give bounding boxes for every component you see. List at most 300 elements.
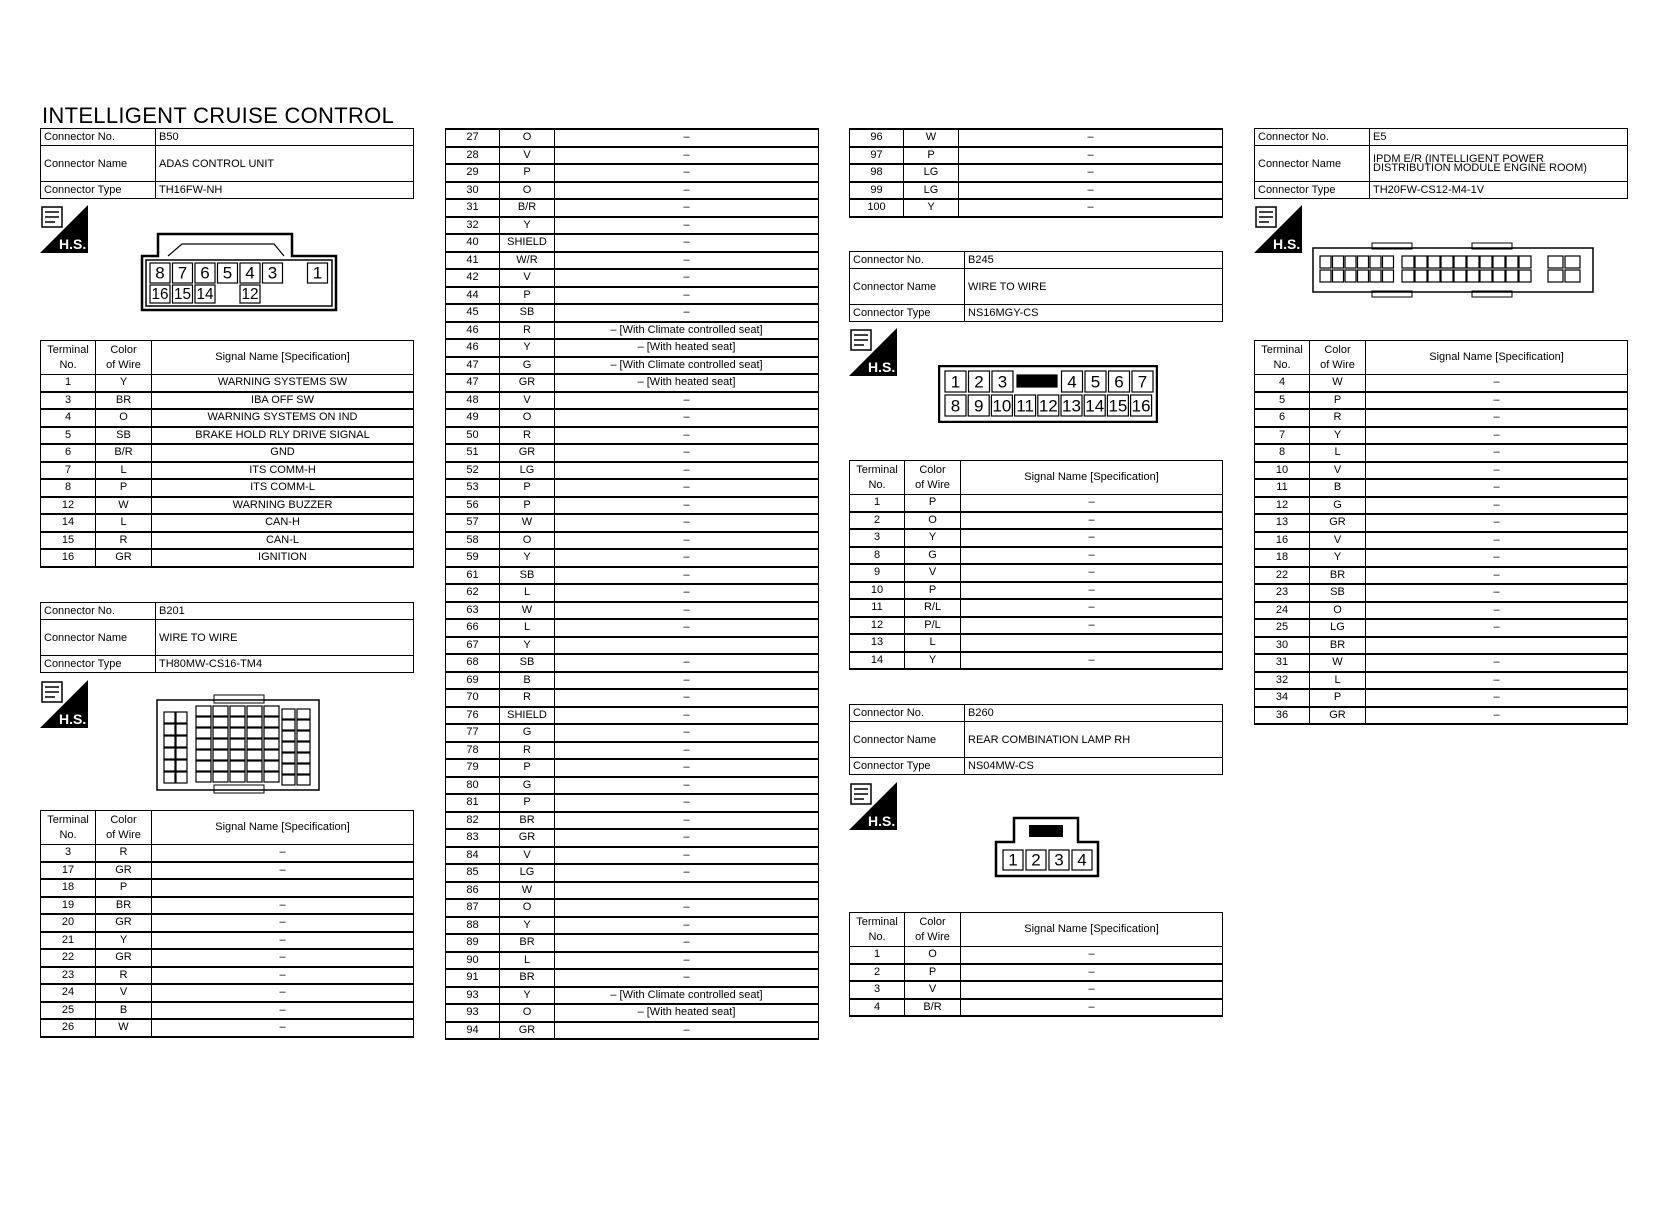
signal-name-cell: – (555, 287, 819, 305)
wire-color-cell: GR (500, 374, 555, 392)
table-row (41, 462, 414, 480)
signal-name-cell: GND (152, 444, 414, 462)
connector-pin (264, 739, 279, 749)
signal-name-cell: – (1366, 584, 1628, 602)
signal-name-cell: – (959, 147, 1223, 165)
connector-pin (1467, 270, 1479, 282)
signal-name-cell (152, 879, 414, 897)
terminal-no-cell: 10 (1255, 462, 1310, 480)
terminal-no-cell: 31 (446, 199, 500, 217)
table-row (850, 981, 1223, 999)
connector-pin (196, 772, 211, 782)
terminal-no-cell: 4 (850, 999, 905, 1017)
connector-e5-info (1254, 128, 1628, 199)
connector-pin (230, 772, 245, 782)
terminal-no-cell: 34 (1255, 689, 1310, 707)
terminal-no-cell: 25 (1255, 619, 1310, 637)
signal-name-cell: – (555, 1022, 819, 1040)
table-row (1255, 654, 1628, 672)
connector-pin-label: 15 (1108, 396, 1128, 416)
table-row (446, 742, 819, 760)
wire-color-cell: B (500, 672, 555, 690)
wire-color-cell: GR (96, 549, 152, 567)
signal-name-cell: – (555, 497, 819, 515)
connector-pin (297, 764, 310, 774)
connector-pin (247, 761, 262, 771)
wire-color-cell: W (904, 129, 959, 147)
signal-name-cell: – (555, 794, 819, 812)
connector-pin-label: 9 (973, 396, 984, 416)
signal-name-cell: – (555, 567, 819, 585)
terminal-no-cell: 100 (850, 199, 904, 217)
signal-name-cell: – [With heated seat] (555, 339, 819, 357)
signal-name-cell: – (1366, 392, 1628, 410)
connector-pin-label: 6 (200, 263, 210, 283)
hs-label: H.S. (59, 236, 87, 252)
signal-name-cell: – [With Climate controlled seat] (555, 357, 819, 375)
terminal-no-cell: 81 (446, 794, 500, 812)
table-row (446, 532, 819, 550)
connector-pin (176, 772, 187, 783)
connector-pin (1383, 270, 1394, 282)
connector-pin-label: 16 (151, 286, 169, 304)
connector-pin (1383, 256, 1394, 268)
wire-color-cell: V (905, 981, 961, 999)
connector-pin (247, 717, 262, 727)
signal-name-cell: – (555, 654, 819, 672)
table-row (41, 862, 414, 880)
table-row (1255, 532, 1628, 550)
terminal-no-cell: 36 (1255, 707, 1310, 725)
wire-color-cell: B/R (500, 199, 555, 217)
connector-pin-label: 12 (241, 286, 259, 304)
signal-name-cell: – (555, 899, 819, 917)
signal-name-cell: – (1366, 532, 1628, 550)
terminal-no-cell: 22 (41, 949, 96, 967)
wire-color-cell: LG (904, 164, 959, 182)
table-row (850, 999, 1223, 1017)
connector-pin (164, 712, 175, 723)
signal-name-cell: – (555, 847, 819, 865)
connector-no-value: B260 (965, 705, 1223, 722)
signal-name-cell: ITS COMM-H (152, 462, 414, 480)
table-row (446, 269, 819, 287)
connector-b50-terminal-panel (40, 340, 414, 568)
connector-pin (297, 731, 310, 741)
table-row (446, 199, 819, 217)
wire-color-cell: SHIELD (500, 234, 555, 252)
svg-text:H.S.: H.S. (59, 711, 87, 727)
terminal-no-cell: 91 (446, 969, 500, 987)
connector-pin-label: 2 (974, 372, 984, 392)
wire-color-cell: SB (500, 654, 555, 672)
connector-no-label: Connector No. (850, 705, 965, 722)
table-row (1255, 409, 1628, 427)
connector-pin (1320, 270, 1331, 282)
signal-name-cell: – (555, 164, 819, 182)
terminal-no-cell: 76 (446, 707, 500, 725)
wire-color-cell: SB (500, 567, 555, 585)
connector-pin (213, 706, 228, 716)
wire-color-cell: Y (500, 339, 555, 357)
table-row (1255, 375, 1628, 392)
wire-color-cell: Y (1310, 427, 1366, 445)
wire-color-cell: V (96, 984, 152, 1002)
terminal-no-cell: 8 (1255, 444, 1310, 462)
terminal-no-cell: 46 (446, 339, 500, 357)
table-row (446, 444, 819, 462)
signal-name-cell: – (555, 462, 819, 480)
table-row (446, 934, 819, 952)
signal-name-cell: – (555, 584, 819, 602)
connector-type-label: Connector Type (41, 182, 156, 199)
connector-pin-label: 1 (1008, 850, 1018, 870)
connector-pin (1415, 256, 1427, 268)
terminal-no-cell: 28 (446, 147, 500, 165)
wire-color-cell: R (500, 322, 555, 340)
wire-color-cell: BR (96, 897, 152, 915)
wire-color-cell: BR (1310, 637, 1366, 655)
signal-name-cell (555, 637, 819, 655)
connector-pin (282, 742, 295, 752)
table-row (446, 899, 819, 917)
signal-name-cell: – (961, 495, 1223, 512)
wire-color-cell: V (1310, 532, 1366, 550)
wire-color-cell: B (96, 1002, 152, 1020)
signal-name-cell: IGNITION (152, 549, 414, 567)
signal-name-cell (1366, 637, 1628, 655)
signal-name-cell: – (555, 812, 819, 830)
col-terminal-header: Terminal No. (850, 461, 905, 495)
col-signal-header: Signal Name [Specification] (961, 461, 1223, 495)
connector-name-value: WIRE TO WIRE (965, 269, 1223, 305)
terminal-no-cell: 52 (446, 462, 500, 480)
connector-b245-terminal-table (849, 460, 1223, 670)
table-row (1255, 549, 1628, 567)
connector-b245-panel (849, 251, 1223, 322)
wire-color-cell: V (905, 564, 961, 582)
terminal-no-cell: 48 (446, 392, 500, 410)
signal-name-cell: – (555, 934, 819, 952)
connector-e5-panel (1254, 128, 1628, 199)
table-row (446, 304, 819, 322)
connector-b50-terminal-table (40, 340, 414, 568)
terminal-no-cell: 24 (1255, 602, 1310, 620)
harness-side-icon (1254, 205, 1302, 253)
connector-type-value: TH80MW-CS16-TM4 (156, 656, 414, 673)
connector-no-label: Connector No. (850, 252, 965, 269)
connector-pin-label: 8 (155, 263, 165, 283)
wire-color-cell: P (905, 582, 961, 600)
signal-name-cell: – (555, 304, 819, 322)
terminal-no-cell: 47 (446, 374, 500, 392)
table-row (41, 497, 414, 515)
terminal-no-cell: 11 (850, 599, 905, 617)
connector-pin (1467, 256, 1479, 268)
signal-name-cell: – (555, 707, 819, 725)
connector-no-value: B245 (965, 252, 1223, 269)
connector-pin (196, 761, 211, 771)
terminal-no-cell: 8 (850, 547, 905, 565)
table-row (850, 964, 1223, 982)
signal-name-cell: – (152, 845, 414, 862)
wire-color-cell: GR (1310, 514, 1366, 532)
connector-pin (282, 753, 295, 763)
table-row (850, 529, 1223, 547)
signal-name-cell: WARNING SYSTEMS ON IND (152, 409, 414, 427)
wire-color-cell: R (1310, 409, 1366, 427)
col-color-header: Color of Wire (1310, 341, 1366, 375)
wire-color-cell: O (905, 947, 961, 964)
terminal-no-cell: 14 (41, 514, 96, 532)
terminal-no-cell: 93 (446, 1004, 500, 1022)
wire-color-cell: LG (500, 462, 555, 480)
wire-color-cell: O (500, 899, 555, 917)
table-row (850, 495, 1223, 512)
connector-pin-label: 3 (1054, 850, 1064, 870)
connector-pin (1565, 256, 1580, 268)
table-row (850, 564, 1223, 582)
table-row (850, 547, 1223, 565)
terminal-no-cell: 27 (446, 129, 500, 147)
connector-pin-label: 4 (1077, 850, 1087, 870)
terminal-no-cell: 30 (1255, 637, 1310, 655)
wire-color-cell: SB (96, 427, 152, 445)
connector-pin (1402, 270, 1414, 282)
table-row (446, 357, 819, 375)
table-row (446, 339, 819, 357)
connector-pin-label: 6 (1114, 372, 1124, 392)
wire-color-cell: SHIELD (500, 707, 555, 725)
terminal-no-cell: 86 (446, 882, 500, 900)
terminal-no-cell: 11 (1255, 479, 1310, 497)
connector-b201-terminal-table (40, 810, 414, 1038)
table-row (446, 374, 819, 392)
signal-name-cell: – (1366, 602, 1628, 620)
connector-pin-label: 2 (1031, 850, 1041, 870)
signal-name-cell: – (555, 969, 819, 987)
terminal-no-cell: 18 (1255, 549, 1310, 567)
wire-color-cell: O (500, 129, 555, 147)
connector-pin (1480, 256, 1492, 268)
table-row (41, 914, 414, 932)
connector-pin (264, 728, 279, 738)
signal-name-cell: CAN-L (152, 532, 414, 550)
connector-pin (176, 760, 187, 771)
col-terminal-header: Terminal No. (1255, 341, 1310, 375)
wire-color-cell: L (1310, 672, 1366, 690)
connector-pin-label: 16 (1131, 396, 1151, 416)
terminal-no-cell: 12 (1255, 497, 1310, 515)
connector-pin-label: 5 (1090, 372, 1101, 392)
signal-name-cell: – (959, 199, 1223, 217)
connector-pin (213, 739, 228, 749)
wire-color-cell: O (500, 532, 555, 550)
connector-pin (1358, 270, 1369, 282)
signal-name-cell: – (961, 582, 1223, 600)
wire-color-cell: GR (500, 829, 555, 847)
table-row (446, 322, 819, 340)
wire-color-cell: R (500, 427, 555, 445)
wire-color-cell: W (1310, 375, 1366, 392)
wire-color-cell: L (500, 952, 555, 970)
connector-pin (297, 775, 310, 785)
wire-color-cell: W (500, 882, 555, 900)
table-row (446, 969, 819, 987)
wire-color-cell: R (96, 532, 152, 550)
table-row (446, 287, 819, 305)
terminal-no-cell: 58 (446, 532, 500, 550)
connector-pin (230, 717, 245, 727)
connector-pin (1333, 256, 1344, 268)
connector-pin (213, 717, 228, 727)
connector-b201-continued-table (445, 128, 819, 1040)
table-row (446, 584, 819, 602)
signal-name-cell: – (555, 199, 819, 217)
table-row (850, 634, 1223, 652)
signal-name-cell: – (555, 724, 819, 742)
table-row (1255, 619, 1628, 637)
signal-name-cell: – (555, 514, 819, 532)
connector-pin (282, 764, 295, 774)
terminal-no-cell: 32 (446, 217, 500, 235)
signal-name-cell: – (1366, 672, 1628, 690)
table-row (446, 567, 819, 585)
table-row (1255, 444, 1628, 462)
terminal-no-cell: 89 (446, 934, 500, 952)
wire-color-cell: W/R (500, 252, 555, 270)
connector-name-value: IPDM E/R (INTELLIGENT POWER DISTRIBUTION MODULE ENGINE ROOM) (1370, 146, 1628, 182)
table-row (446, 147, 819, 165)
connector-type-label: Connector Type (850, 758, 965, 775)
col-color-header: Color of Wire (905, 461, 961, 495)
terminal-no-cell: 31 (1255, 654, 1310, 672)
table-row (1255, 707, 1628, 725)
wire-color-cell: P (96, 879, 152, 897)
terminal-no-cell: 80 (446, 777, 500, 795)
connector-pin (1428, 256, 1440, 268)
terminal-no-cell: 15 (41, 532, 96, 550)
connector-pin (1454, 256, 1466, 268)
terminal-no-cell: 21 (41, 932, 96, 950)
terminal-no-cell: 5 (1255, 392, 1310, 410)
wire-color-cell: P (1310, 392, 1366, 410)
signal-name-cell: WARNING SYSTEMS SW (152, 375, 414, 392)
terminal-no-cell: 83 (446, 829, 500, 847)
wire-color-cell: B/R (905, 999, 961, 1017)
col-signal-header: Signal Name [Specification] (961, 913, 1223, 947)
terminal-no-cell: 85 (446, 864, 500, 882)
connector-b260-panel (849, 704, 1223, 775)
table-row (446, 637, 819, 655)
connector-b201-continued2-table (849, 128, 1223, 218)
wire-color-cell: W (96, 1019, 152, 1037)
terminal-no-cell: 40 (446, 234, 500, 252)
wire-color-cell: B (1310, 479, 1366, 497)
terminal-no-cell: 93 (446, 987, 500, 1005)
table-row (850, 512, 1223, 530)
harness-side-icon (40, 680, 88, 728)
connector-b260-terminal-table (849, 912, 1223, 1017)
table-row (41, 1002, 414, 1020)
wire-color-cell: O (500, 182, 555, 200)
table-row (1255, 672, 1628, 690)
terminal-no-cell: 16 (41, 549, 96, 567)
wire-color-cell: L (96, 514, 152, 532)
wire-color-cell: O (96, 409, 152, 427)
signal-name-cell: – (1366, 514, 1628, 532)
terminal-no-cell: 44 (446, 287, 500, 305)
connector-b260-terminal-panel (849, 912, 1223, 1017)
wire-color-cell: BR (500, 969, 555, 987)
signal-name-cell: – (961, 947, 1223, 964)
table-row (446, 689, 819, 707)
wire-color-cell: Y (500, 917, 555, 935)
connector-type-value: TH20FW-CS12-M4-1V (1370, 182, 1628, 199)
signal-name-cell: – (1366, 567, 1628, 585)
table-row (446, 427, 819, 445)
connector-pin (1548, 270, 1563, 282)
connector-pin (164, 736, 175, 747)
terminal-no-cell: 2 (850, 512, 905, 530)
signal-name-cell (555, 882, 819, 900)
table-row (446, 602, 819, 620)
wire-color-cell: O (1310, 602, 1366, 620)
table-row (41, 479, 414, 497)
connector-pin-label: 4 (1067, 372, 1077, 392)
terminal-no-cell: 99 (850, 182, 904, 200)
table-row (446, 217, 819, 235)
signal-name-cell: – (1366, 409, 1628, 427)
terminal-no-cell: 1 (850, 495, 905, 512)
connector-pin (1493, 270, 1505, 282)
signal-name-cell: – (961, 512, 1223, 530)
connector-pin (213, 750, 228, 760)
signal-name-cell: – (555, 952, 819, 970)
table-row (41, 897, 414, 915)
terminal-no-cell: 70 (446, 689, 500, 707)
table-row (446, 182, 819, 200)
connector-type-value: NS04MW-CS (965, 758, 1223, 775)
table-row (1255, 392, 1628, 410)
wire-color-cell: BR (500, 934, 555, 952)
wire-color-cell: L (905, 634, 961, 652)
connector-b245-diagram (938, 365, 1158, 423)
signal-name-cell: – (555, 864, 819, 882)
connector-pin (176, 748, 187, 759)
table-row (850, 582, 1223, 600)
connector-b201-continued-panel (445, 128, 819, 1040)
connector-no-label: Connector No. (1255, 129, 1370, 146)
signal-name-cell: – (152, 914, 414, 932)
table-row (446, 759, 819, 777)
signal-name-cell: – (961, 599, 1223, 617)
table-row (446, 654, 819, 672)
wire-color-cell: GR (96, 949, 152, 967)
connector-b260-diagram (994, 816, 1100, 878)
signal-name-cell: – (555, 479, 819, 497)
wire-color-cell: P (500, 287, 555, 305)
terminal-no-cell: 4 (41, 409, 96, 427)
table-row (41, 1019, 414, 1037)
terminal-no-cell: 13 (1255, 514, 1310, 532)
table-row (41, 949, 414, 967)
terminal-no-cell: 3 (850, 981, 905, 999)
signal-name-cell: – (961, 964, 1223, 982)
connector-name-value: REAR COMBINATION LAMP RH (965, 722, 1223, 758)
connector-pin (1441, 270, 1453, 282)
table-row (446, 234, 819, 252)
